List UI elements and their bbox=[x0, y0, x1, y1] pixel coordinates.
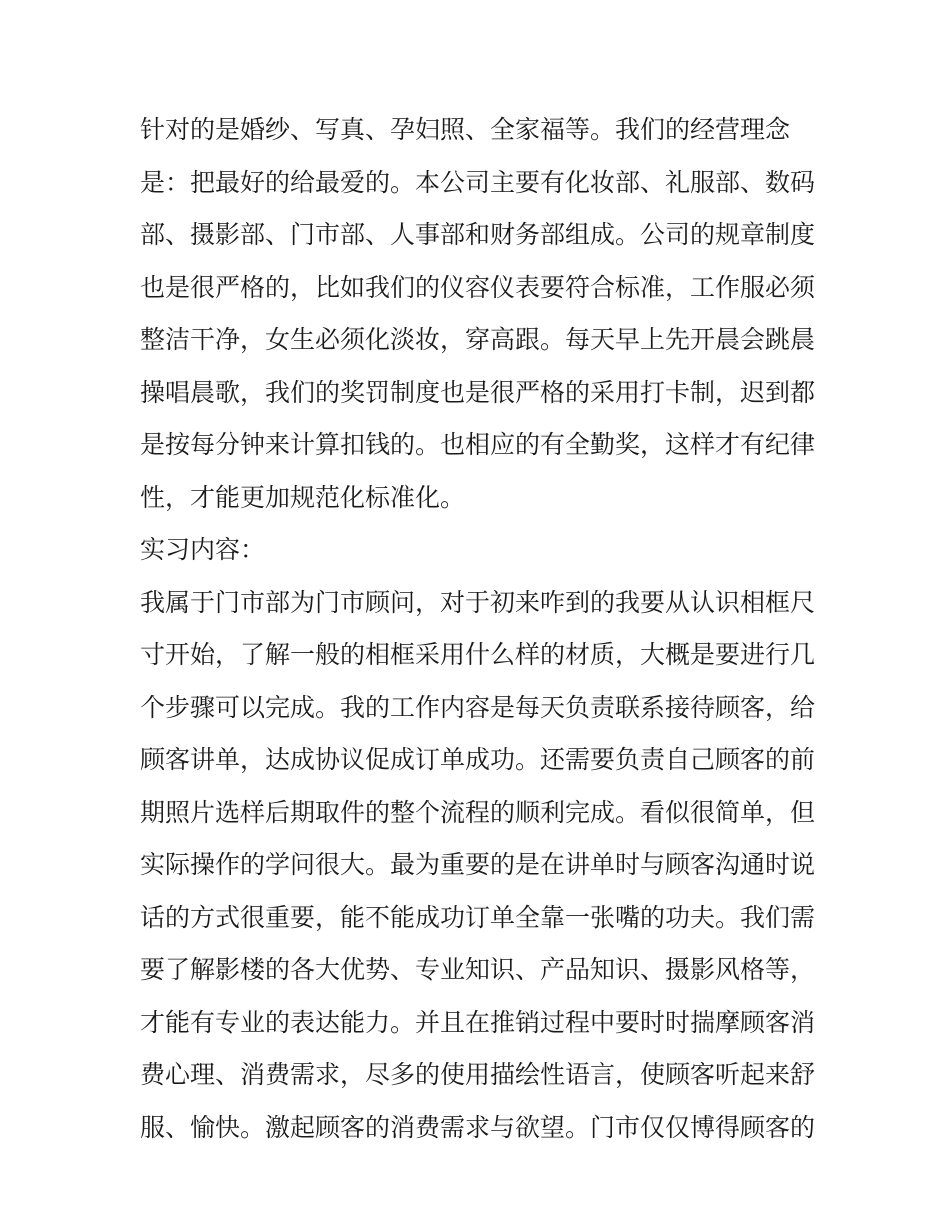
text-line: 我属于门市部为门市顾问，对于初来咋到的我要从认识相框尺 bbox=[140, 587, 816, 617]
text-line: 要了解影楼的各大优势、专业知识、产品知识、摄影风格等， bbox=[140, 955, 816, 984]
text-line: 部、摄影部、门市部、人事部和财务部组成。公司的规章制度 bbox=[140, 220, 816, 249]
text-line: 个步骤可以完成。我的工作内容是每天负责联系接待顾客，给 bbox=[140, 692, 816, 722]
text-line: 也是很严格的，比如我们的仪容仪表要符合标准，工作服必须 bbox=[140, 272, 816, 302]
text-line: 期照片选样后期取件的整个流程的顺利完成。看似很简单，但 bbox=[140, 797, 816, 827]
text-line: 性，才能更加规范化标准化。 bbox=[140, 482, 466, 512]
text-line: 寸开始，了解一般的相框采用什么样的材质，大概是要进行几 bbox=[140, 640, 816, 669]
document-body bbox=[140, 104, 820, 1154]
text-line: 针对的是婚纱、写真、孕妇照、全家福等。我们的经营理念 bbox=[140, 115, 791, 144]
text-line: 费心理、消费需求，尽多的使用描绘性语言，使顾客听起来舒 bbox=[140, 1060, 816, 1089]
text-line: 话的方式很重要，能不能成功订单全靠一张嘴的功夫。我们需 bbox=[140, 902, 816, 932]
text-line: 操唱晨歌，我们的奖罚制度也是很严格的采用打卡制，迟到都 bbox=[140, 377, 816, 407]
text-line: 服、愉快。激起顾客的消费需求与欲望。门市仅仅博得顾客的 bbox=[140, 1112, 816, 1142]
text-line: 才能有专业的表达能力。并且在推销过程中要时时揣摩顾客消 bbox=[140, 1007, 816, 1037]
text-line: 是：把最好的给最爱的。本公司主要有化妆部、礼服部、数码 bbox=[140, 167, 816, 197]
text-line: 实际操作的学问很大。最为重要的是在讲单时与顾客沟通时说 bbox=[140, 850, 816, 879]
text-line: 整洁干净，女生必须化淡妆，穿高跟。每天早上先开晨会跳晨 bbox=[140, 325, 816, 354]
text-line: 顾客讲单，达成协议促成订单成功。还需要负责自己顾客的前 bbox=[140, 745, 816, 774]
text-line: 是按每分钟来计算扣钱的。也相应的有全勤奖，这样才有纪律 bbox=[140, 430, 816, 459]
section-heading: 实习内容： bbox=[140, 535, 266, 564]
